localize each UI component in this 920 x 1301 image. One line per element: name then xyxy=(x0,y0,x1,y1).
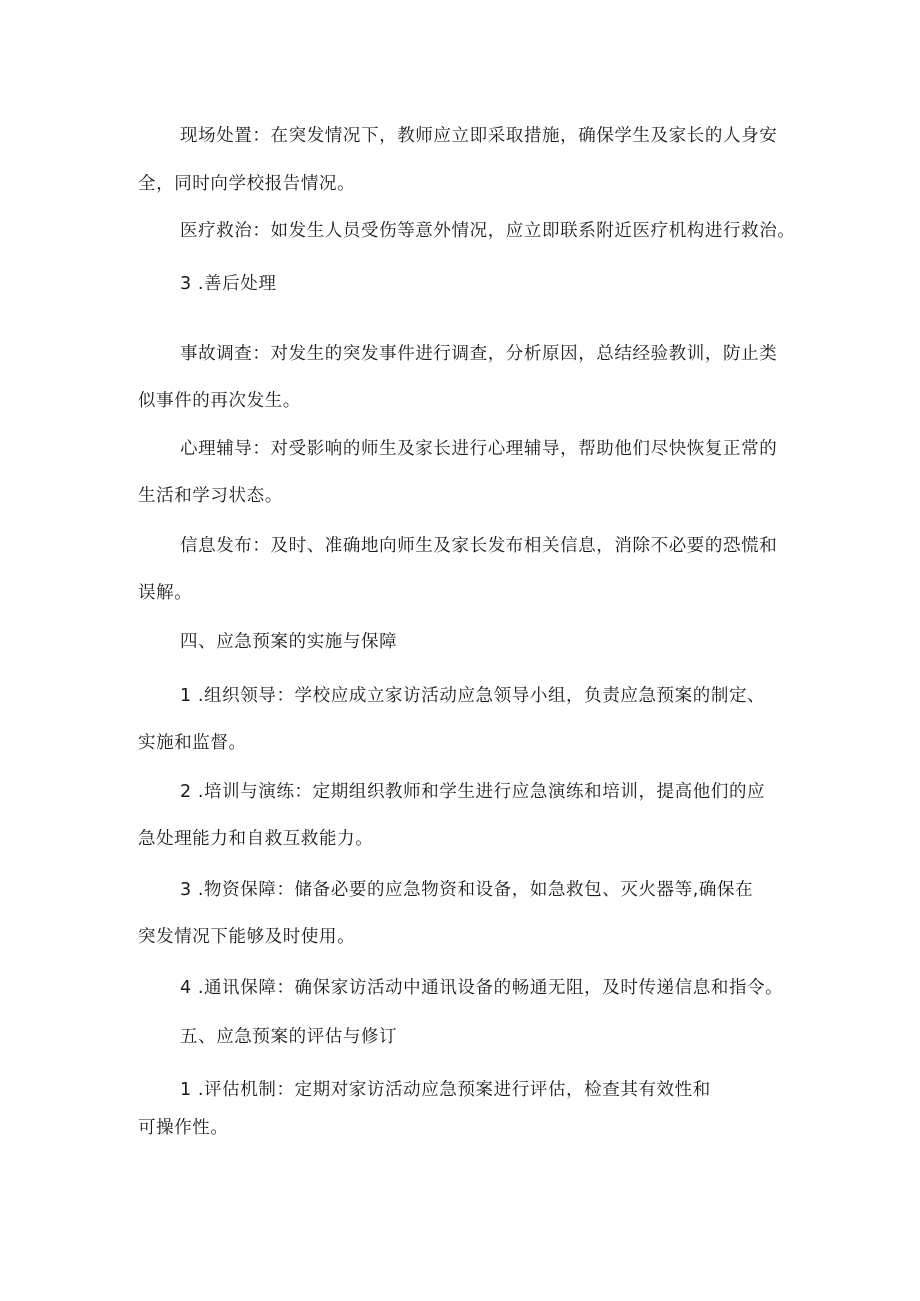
paragraph-line: 生活和学习状态。 xyxy=(138,486,283,506)
paragraph-line: 心理辅导：对受影响的师生及家长进行心理辅导，帮助他们尽快恢复正常的 xyxy=(180,439,778,459)
section-heading: 四、应急预案的实施与保障 xyxy=(180,632,398,652)
paragraph-line: 急处理能力和自救互救能力。 xyxy=(138,829,374,849)
paragraph-line: 误解。 xyxy=(138,583,193,603)
paragraph-line: 事故调查：对发生的突发事件进行调查，分析原因，总结经验教训，防止类 xyxy=(180,344,778,364)
section-heading: 五、应急预案的评估与修订 xyxy=(180,1027,398,1047)
paragraph-line: 医疗救治：如发生人员受伤等意外情况，应立即联系附近医疗机构进行救治。 xyxy=(180,221,796,241)
paragraph-line: 现场处置：在突发情况下，教师应立即采取措施，确保学生及家长的人身安 xyxy=(180,126,778,146)
paragraph-line: 3 .物资保障：储备必要的应急物资和设备，如急救包、灭火器等,确保在 xyxy=(180,880,754,900)
paragraph-line: 似事件的再次发生。 xyxy=(138,391,301,411)
paragraph-line: 可操作性。 xyxy=(138,1118,229,1138)
paragraph-line: 2 .培训与演练：定期组织教师和学生进行应急演练和培训，提高他们的应 xyxy=(180,782,766,802)
paragraph-line: 1 .组织领导：学校应成立家访活动应急领导小组，负责应急预案的制定、 xyxy=(180,686,766,706)
paragraph-line: 信息发布：及时、准确地向师生及家长发布相关信息，消除不必要的恐慌和 xyxy=(180,536,778,556)
paragraph-line: 突发情况下能够及时使用。 xyxy=(138,927,356,947)
paragraph-line: 实施和监督。 xyxy=(138,733,247,753)
paragraph-line: 1 .评估机制：定期对家访活动应急预案进行评估，检查其有效性和 xyxy=(180,1080,711,1100)
paragraph-line: 4 .通讯保障：确保家访活动中通讯设备的畅通无阻，及时传递信息和指令。 xyxy=(180,978,784,998)
paragraph-line: 全，同时向学校报告情况。 xyxy=(138,174,356,194)
section-heading: 3 .善后处理 xyxy=(180,274,277,294)
